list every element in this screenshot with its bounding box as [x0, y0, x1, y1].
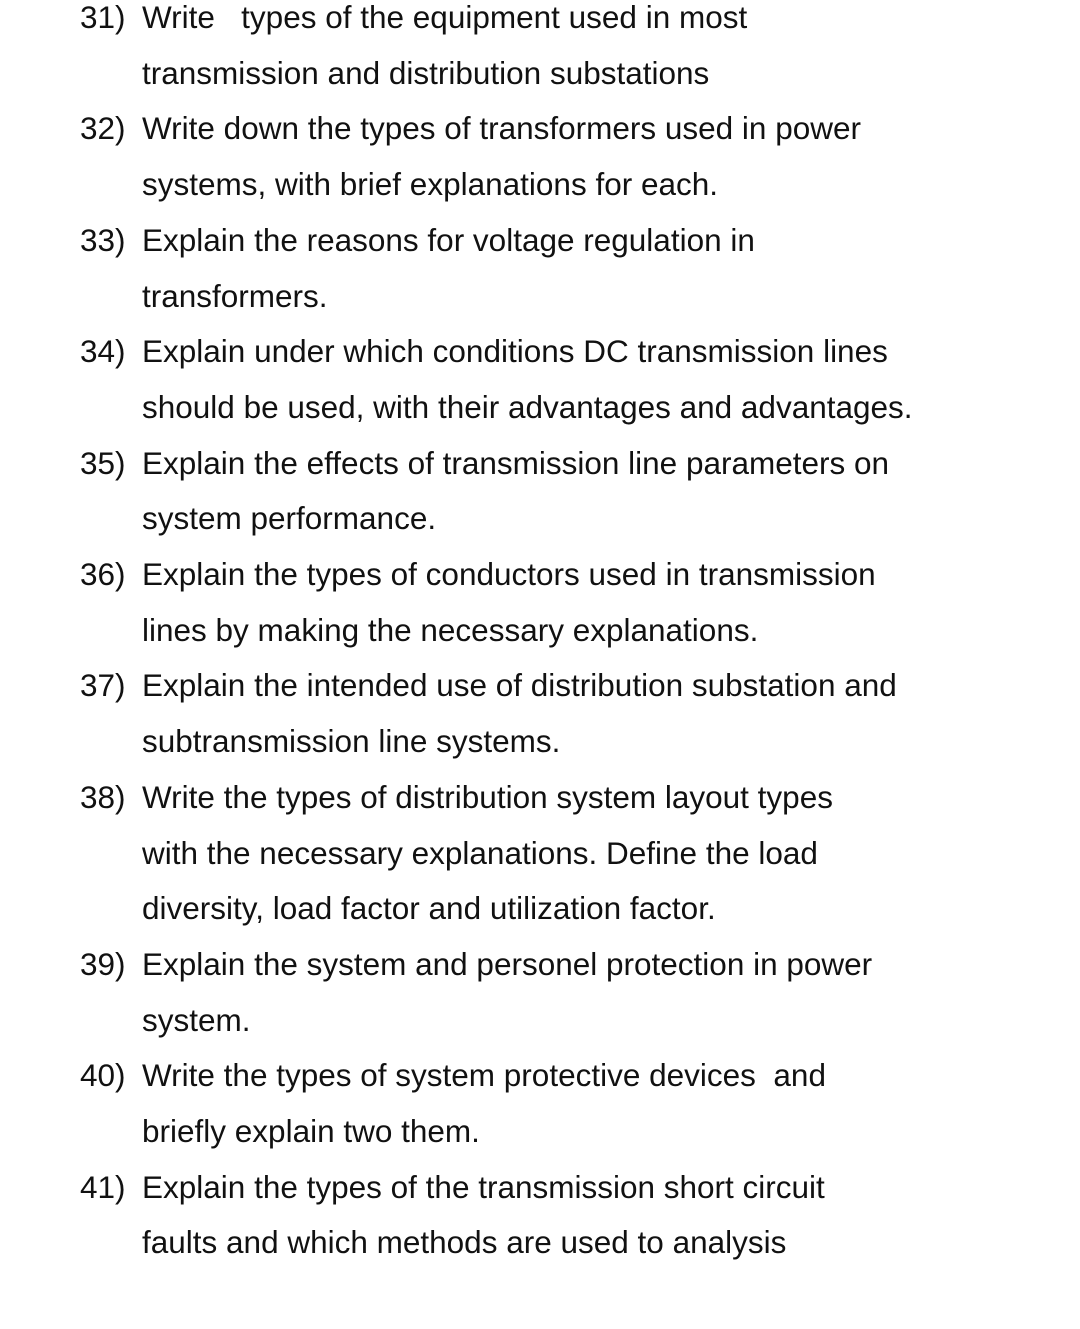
question-list	[80, 0, 1070, 1271]
question-text	[142, 658, 1070, 769]
question-number: 36)	[80, 556, 126, 593]
question-text-line: Explain the intended use of distribution substation and	[142, 667, 897, 704]
question-text	[142, 1160, 1070, 1271]
question-text-line: Explain the effects of transmission line parameters on	[142, 444, 890, 481]
question-item	[80, 436, 1070, 547]
question-number: 31)	[80, 0, 126, 35]
question-text-line: Explain the reasons for voltage regulation in	[142, 221, 755, 258]
question-text	[142, 0, 1070, 101]
question-text	[142, 770, 1070, 937]
question-item	[80, 213, 1070, 324]
question-text-line: Explain the types of the transmission short circuit	[142, 1168, 825, 1205]
question-number: 37)	[80, 667, 126, 704]
question-text-line: transformers.	[142, 277, 328, 314]
question-text	[142, 101, 1070, 212]
question-number: 34)	[80, 333, 126, 370]
question-number: 32)	[80, 110, 126, 147]
question-number: 38)	[80, 778, 126, 815]
question-item	[80, 1048, 1070, 1159]
question-item	[80, 658, 1070, 769]
question-number: 33)	[80, 221, 126, 258]
question-text-line: subtransmission line systems.	[142, 723, 561, 760]
question-text-line: briefly explain two them.	[142, 1113, 480, 1150]
question-number: 41)	[80, 1168, 126, 1205]
question-item	[80, 324, 1070, 435]
question-text-line: Write the types of distribution system layout types	[142, 778, 833, 815]
question-text-line: Write types of the equipment used in most	[142, 0, 748, 35]
question-text-line: should be used, with their advantages and advantages.	[142, 388, 913, 425]
question-number: 40)	[80, 1057, 126, 1094]
question-text-line: with the necessary explanations. Define the load	[142, 834, 818, 871]
question-text-line: Explain under which conditions DC transmission lines	[142, 333, 888, 370]
question-item	[80, 770, 1070, 937]
question-text-line: diversity, load factor and utilization factor.	[142, 890, 716, 927]
question-text-line: system.	[142, 1001, 251, 1038]
question-text-line: faults and which methods are used to analysis	[142, 1224, 787, 1261]
question-number: 35)	[80, 444, 126, 481]
question-text	[142, 1048, 1070, 1159]
question-item	[80, 101, 1070, 212]
question-item	[80, 1160, 1070, 1271]
question-text-line: Explain the system and personel protection in power	[142, 945, 873, 982]
question-item	[80, 0, 1070, 101]
question-number: 39)	[80, 945, 126, 982]
question-text-line: system performance.	[142, 500, 437, 537]
question-text-line: transmission and distribution substations	[142, 54, 710, 91]
question-text	[142, 547, 1070, 658]
question-text	[142, 937, 1070, 1048]
question-text-line: Write down the types of transformers used in power	[142, 110, 861, 147]
question-text-line: systems, with brief explanations for each.	[142, 166, 719, 203]
question-text-line: lines by making the necessary explanations.	[142, 611, 759, 648]
question-text	[142, 324, 1070, 435]
question-item	[80, 547, 1070, 658]
question-text-line: Write the types of system protective devices and	[142, 1057, 826, 1094]
question-text	[142, 436, 1070, 547]
question-item	[80, 937, 1070, 1048]
question-text	[142, 213, 1070, 324]
question-text-line: Explain the types of conductors used in transmission	[142, 556, 876, 593]
